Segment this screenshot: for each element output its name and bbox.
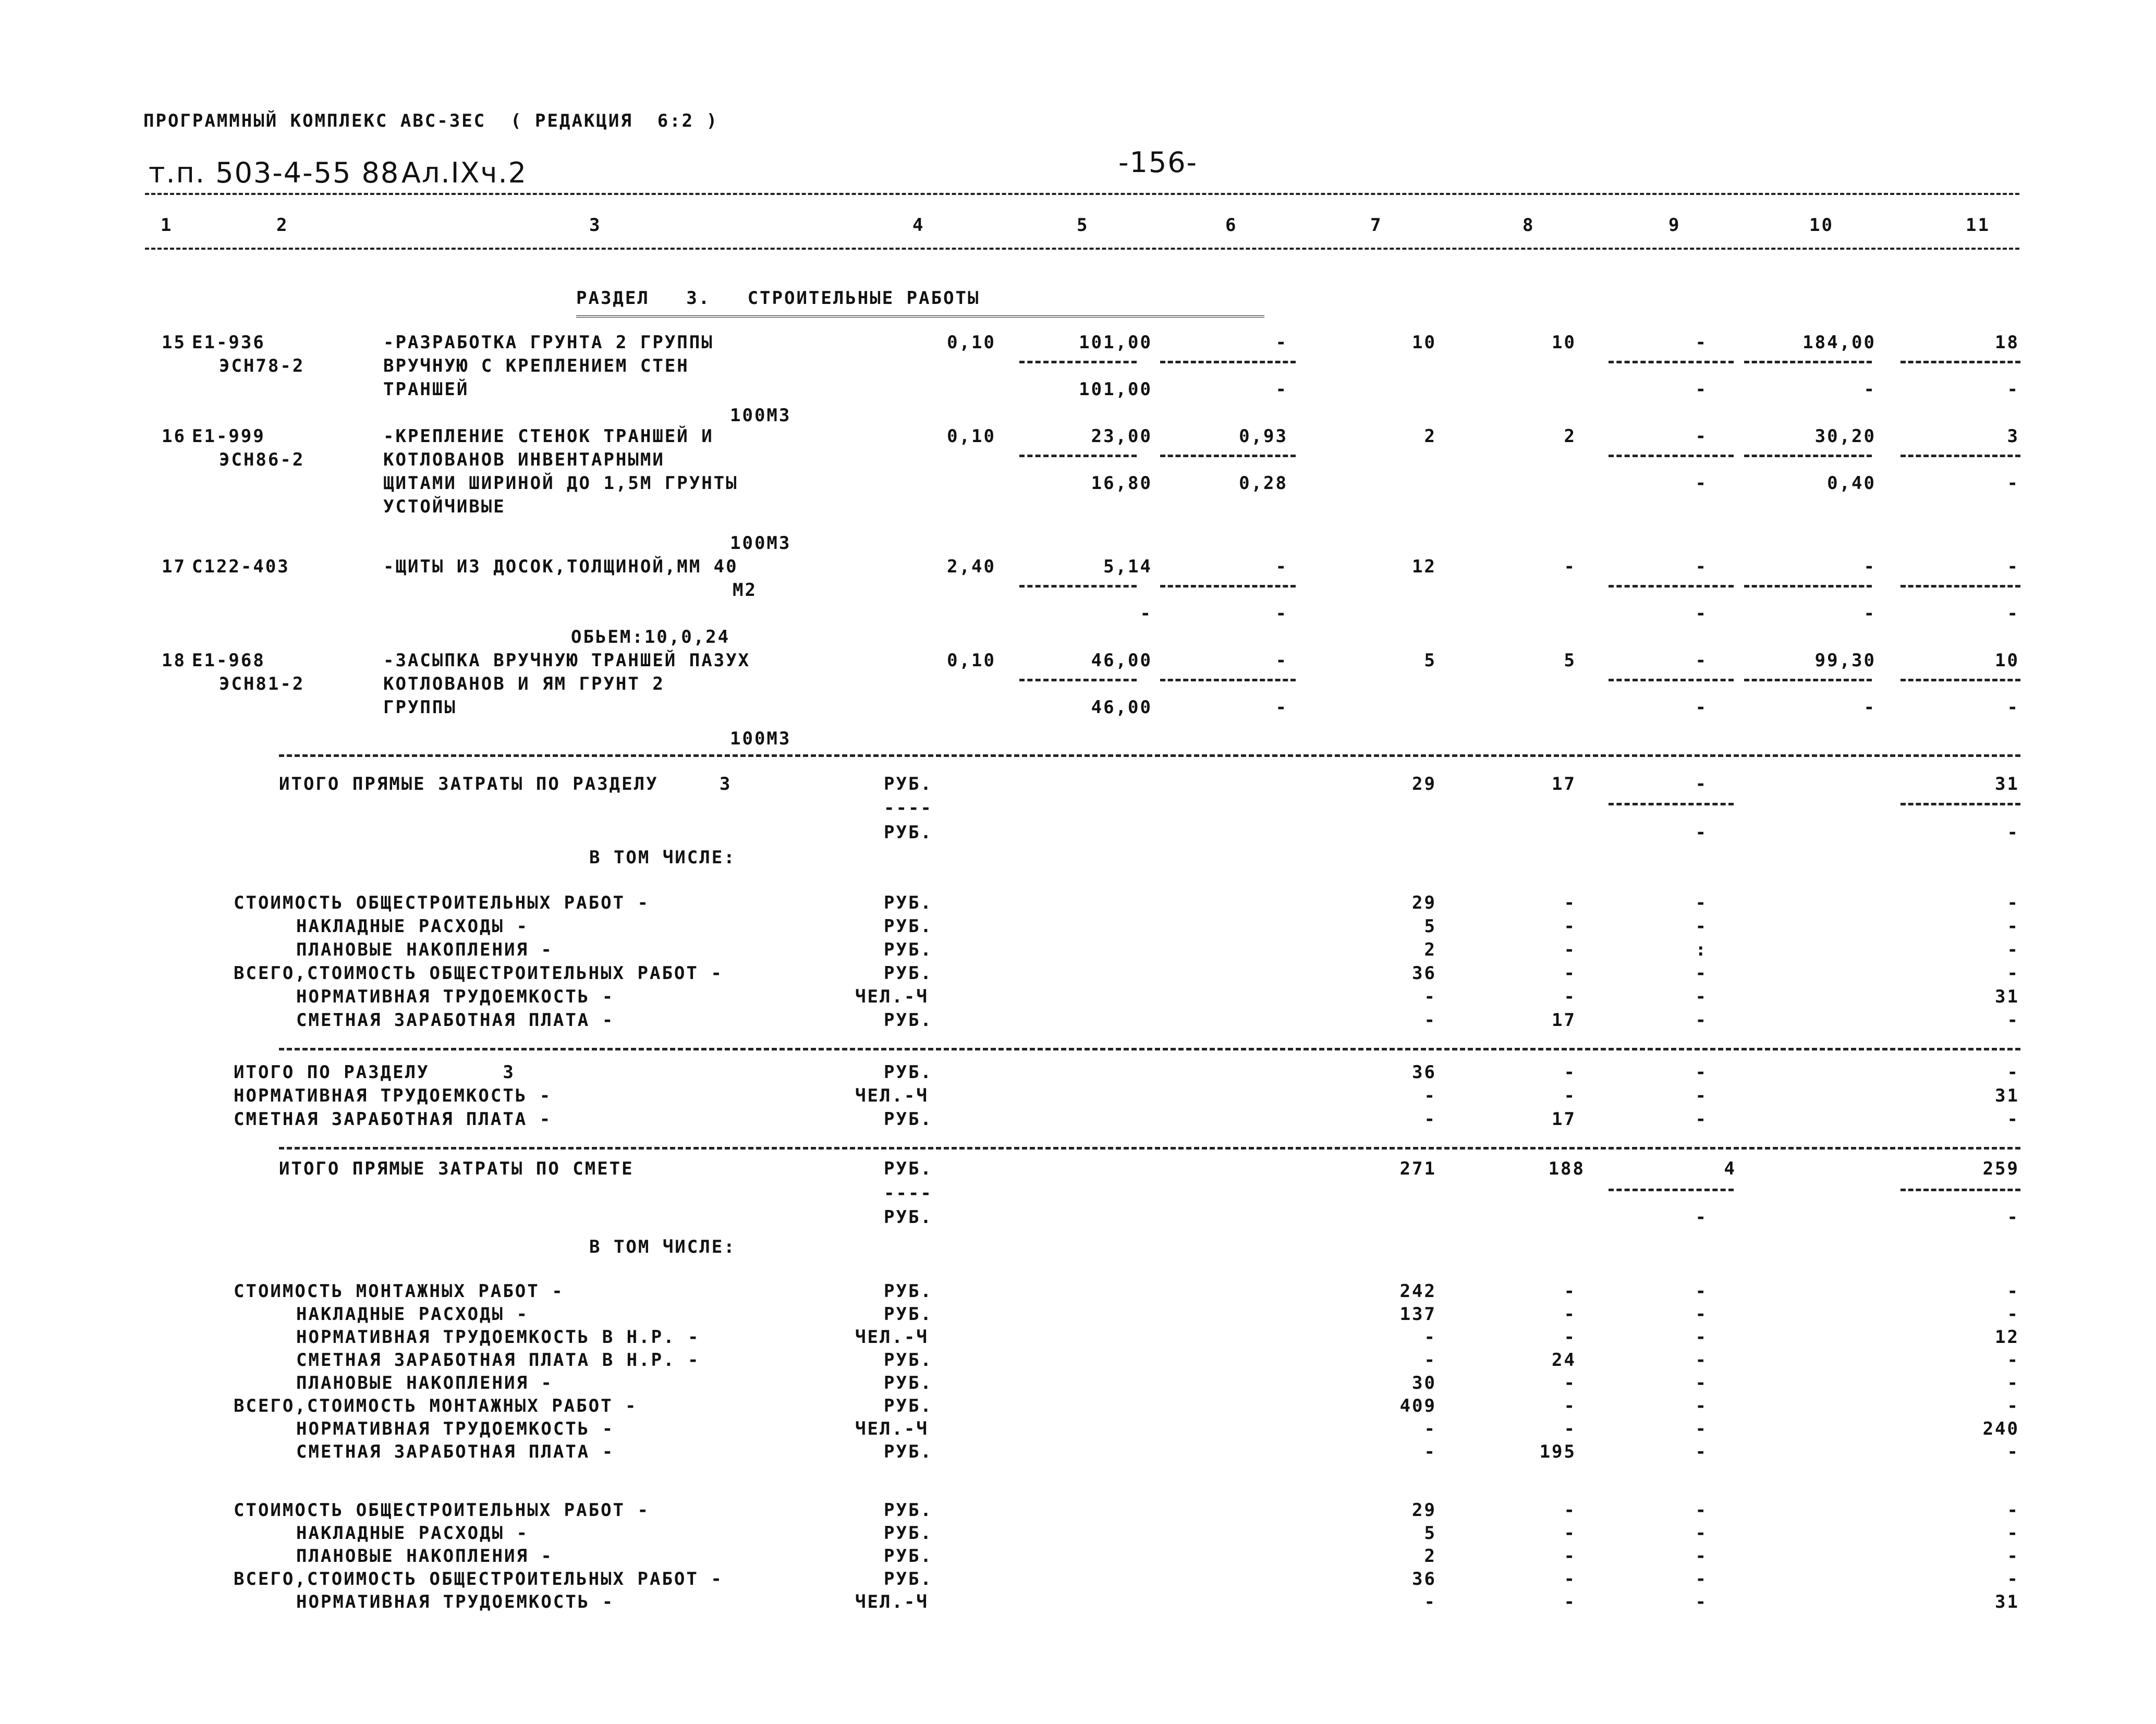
general-breakdown-row-c11: 31 [1995,1592,2019,1612]
item-18-desc-line: -ЗАСЫПКА ВРУЧНУЮ ТРАНШЕЙ ПАЗУХ [383,650,751,671]
general-breakdown-row-c11: - [2007,1569,2019,1589]
section-total-c11b: - [2007,822,2019,843]
item-18-c11b: - [2007,697,2019,718]
item-16-c5b: 16,80 [1091,473,1152,494]
general-breakdown-row-c8: - [1564,1523,1576,1544]
section-breakdown-row-label: ПЛАНОВЫЕ НАКОПЛЕНИЯ - [296,939,553,960]
section-breakdown-row-c8: - [1564,916,1576,937]
item-15-c10: 184,00 [1802,332,1876,353]
mounting-breakdown-row-c9: - [1695,1304,1708,1325]
mounting-breakdown-row-label: СТОИМОСТЬ МОНТАЖНЫХ РАБОТ - [234,1281,564,1302]
item-17-c6: - [1275,556,1288,577]
colnum-6: 6 [1225,215,1238,236]
estimate-total-c8: 188 [1548,1158,1585,1179]
item-15-c6-rule [1160,361,1296,363]
mounting-breakdown-row-c8: - [1564,1304,1576,1325]
item-17-c5b: - [1140,603,1152,624]
program-line: ПРОГРАММНЫЙ КОМПЛЕКС АВС-3ЕС ( РЕДАКЦИЯ 6:2 ) [143,111,719,131]
item-18-c6: - [1275,650,1288,671]
mounting-breakdown-row-unit: РУБ. [884,1281,933,1302]
item-15-c11-rule [1901,361,2020,363]
item-18-c9-rule [1609,679,1734,681]
section-breakdown-row-label: НАКЛАДНЫЕ РАСХОДЫ - [296,916,529,937]
mounting-breakdown-row-label: НАКЛАДНЫЕ РАСХОДЫ - [296,1304,529,1325]
item-17-c9: - [1695,556,1708,577]
section-summary-row-c9: - [1695,1085,1708,1106]
item-16-desc-line: -КРЕПЛЕНИЕ СТЕНОК ТРАНШЕЙ И [383,426,714,447]
section-breakdown-row-c9: : [1695,939,1708,960]
section-total-c11-rule [1901,803,2020,805]
estimate-total-c11b: - [2007,1207,2019,1228]
general-breakdown-row-c9: - [1695,1500,1708,1521]
item-15-c10-rule [1744,361,1872,363]
item-17-c5-rule [1019,585,1137,588]
mounting-breakdown-row-c9: - [1695,1350,1708,1371]
mounting-breakdown-row-c8: 195 [1539,1441,1576,1462]
item-16-c8: 2 [1564,426,1576,447]
section-breakdown-row-c7: 36 [1412,963,1436,984]
mounting-breakdown-row-c11: 240 [1982,1419,2019,1439]
estimate-total-c7: 271 [1399,1158,1436,1179]
colnum-2: 2 [276,215,289,236]
item-16-c10: 30,20 [1814,426,1876,447]
mounting-breakdown-row-c11: - [2007,1373,2019,1393]
general-breakdown-row-c8: - [1564,1546,1576,1567]
item-17-c11: - [2007,556,2019,577]
mounting-breakdown-row-c9: - [1695,1373,1708,1393]
item-17-number: 17 [162,556,186,577]
section-breakdown-row-c8: - [1564,963,1576,984]
mounting-breakdown-row-c7: - [1424,1350,1436,1371]
section-breakdown-row-c8: - [1564,986,1576,1007]
section-breakdown-row-c11: - [2007,1010,2019,1031]
general-breakdown-row-c7: 2 [1424,1546,1436,1567]
page-number: -156- [1118,146,1198,179]
section-total-c7: 29 [1412,774,1436,794]
general-breakdown-row-label: НОРМАТИВНАЯ ТРУДОЕМКОСТЬ - [296,1592,615,1612]
item-18-c11: 10 [1995,650,2019,671]
section-summary-row-c11: 31 [1995,1085,2019,1106]
general-breakdown-row-c7: 36 [1412,1569,1436,1589]
mounting-breakdown-row-c8: - [1564,1327,1576,1348]
item-16-c10b: 0,40 [1827,473,1876,494]
mounting-breakdown-row-c7: - [1424,1327,1436,1348]
item-15-c6b: - [1275,379,1288,400]
estimate-total-label: ИТОГО ПРЯМЫЕ ЗАТРАТЫ ПО СМЕТЕ [279,1158,634,1179]
mounting-breakdown-row-c7: 242 [1399,1281,1436,1302]
item-18-desc-line: КОТЛОВАНОВ И ЯМ ГРУНТ 2 [383,674,665,694]
mounting-breakdown-row-c7: - [1424,1441,1436,1462]
item-15-desc-line: ВРУЧНУЮ С КРЕПЛЕНИЕМ СТЕН [383,356,689,376]
item-18-code: Е1-968 [192,650,265,671]
section-summary-row-unit: РУБ. [884,1109,933,1130]
general-breakdown-row-c7: 5 [1424,1523,1436,1544]
section-breakdown-row-c9: - [1695,916,1708,937]
section-breakdown-row-c9: - [1695,1010,1708,1031]
item-15-c6: - [1275,332,1288,353]
general-breakdown-row-c7: - [1424,1592,1436,1612]
section-breakdown-row-c7: 2 [1424,939,1436,960]
section-total-c9-rule [1609,803,1734,805]
mounting-breakdown-row-c8: - [1564,1396,1576,1416]
estimate-total-c9b: - [1695,1207,1708,1228]
item-16-code2: ЭСН86-2 [219,449,305,470]
item-15-c5b: 101,00 [1079,379,1152,400]
section-summary-row-c8: - [1564,1085,1576,1106]
general-breakdown-row-c11: - [2007,1546,2019,1567]
section-breakdown-row-unit: ЧЕЛ.-Ч [855,986,929,1007]
section-breakdown-row-c11: - [2007,939,2019,960]
general-breakdown-row-label: ВСЕГО,СТОИМОСТЬ ОБЩЕСТРОИТЕЛЬНЫХ РАБОТ - [234,1569,723,1589]
section-summary-row-c11: - [2007,1109,2019,1130]
section-breakdown-row-c7: - [1424,1010,1436,1031]
mounting-breakdown-row-c11: - [2007,1396,2019,1416]
section-breakdown-row-unit: РУБ. [884,892,933,913]
item-18-c5b: 46,00 [1091,697,1152,718]
mounting-breakdown-row-c8: - [1564,1419,1576,1439]
mounting-breakdown-row-c7: - [1424,1419,1436,1439]
general-breakdown-row-c11: - [2007,1523,2019,1544]
item-15-c10b: - [1863,379,1876,400]
item-17-unit: М2 [733,580,757,601]
mounting-breakdown-row-label: ВСЕГО,СТОИМОСТЬ МОНТАЖНЫХ РАБОТ - [234,1396,638,1416]
album-ref: Ал.IXч.2 [401,156,527,189]
section-breakdown-row-c9: - [1695,986,1708,1007]
colnum-11: 11 [1966,215,1990,236]
section-summary-row-label: ИТОГО ПО РАЗДЕЛУ 3 [234,1062,515,1083]
item-15-c11: 18 [1995,332,2019,353]
section-breakdown-row-label: СТОИМОСТЬ ОБЩЕСТРОИТЕЛЬНЫХ РАБОТ - [234,892,650,913]
mounting-breakdown-row-c9: - [1695,1327,1708,1348]
mounting-breakdown-row-c9: - [1695,1281,1708,1302]
section-summary-row-c7: - [1424,1085,1436,1106]
section-total-c11: 31 [1995,774,2019,794]
mounting-breakdown-row-unit: РУБ. [884,1441,933,1462]
item-18-c7: 5 [1424,650,1436,671]
section-breakdown-row-label: СМЕТНАЯ ЗАРАБОТНАЯ ПЛАТА - [296,1010,615,1031]
item-18-c6-rule [1160,679,1296,681]
item-16-c9: - [1695,426,1708,447]
general-breakdown-row-unit: РУБ. [884,1569,933,1589]
general-breakdown-row-unit: РУБ. [884,1523,933,1544]
item-17-c10-rule [1744,585,1872,588]
general-breakdown-row-label: СТОИМОСТЬ ОБЩЕСТРОИТЕЛЬНЫХ РАБОТ - [234,1500,650,1521]
section-summary-row-c8: - [1564,1062,1576,1083]
item-15-unit: 100М3 [730,405,791,426]
mounting-breakdown-row-c8: 24 [1552,1350,1576,1371]
item-16-c6b: 0,28 [1239,473,1288,494]
item-16-desc-line: УСТОЙЧИВЫЕ [383,496,506,517]
general-breakdown-row-unit: ЧЕЛ.-Ч [855,1592,929,1612]
mounting-breakdown-row-unit: ЧЕЛ.-Ч [855,1327,929,1348]
general-breakdown-row-unit: РУБ. [884,1500,933,1521]
general-breakdown-row-unit: РУБ. [884,1546,933,1567]
general-breakdown-row-c11: - [2007,1500,2019,1521]
item-17-qty: 2,40 [947,556,996,577]
mounting-breakdown-row-c11: - [2007,1281,2019,1302]
section-summary-row-label: СМЕТНАЯ ЗАРАБОТНАЯ ПЛАТА - [234,1109,552,1130]
section-breakdown-row-c8: 17 [1552,1010,1576,1031]
item-15-c9-rule [1609,361,1734,363]
colnum-5: 5 [1077,215,1089,236]
item-15-c7: 10 [1412,332,1436,353]
section-summary-row-c9: - [1695,1062,1708,1083]
item-18-qty: 0,10 [947,650,996,671]
section-breakdown-row-c7: 5 [1424,916,1436,937]
estimate-total-unit-sep: ---- [884,1183,933,1204]
item-16-number: 16 [162,426,186,447]
mounting-breakdown-row-c11: - [2007,1304,2019,1325]
general-breakdown-row-label: НАКЛАДНЫЕ РАСХОДЫ - [296,1523,529,1544]
mounting-breakdown-row-unit: ЧЕЛ.-Ч [855,1419,929,1439]
section-breakdown-row-c8: - [1564,892,1576,913]
item-16-c5-rule [1019,455,1137,457]
general-breakdown-row-c9: - [1695,1592,1708,1612]
item-17-c6-rule [1160,585,1296,588]
item-18-c5-rule [1019,679,1137,681]
item-17-c7: 12 [1412,556,1436,577]
item-17-desc-line: -ЩИТЫ ИЗ ДОСОК,ТОЛЩИНОЙ,ММ 40 [383,556,738,577]
section-breakdown-row-c11: - [2007,892,2019,913]
section-breakdown-row-label: НОРМАТИВНАЯ ТРУДОЕМКОСТЬ - [296,986,615,1007]
estimate-total-unit: РУБ. [884,1158,933,1179]
item-18-c8: 5 [1564,650,1576,671]
item-16-c6-rule [1160,455,1296,457]
mounting-breakdown-row-c8: - [1564,1373,1576,1393]
item-18-code2: ЭСН81-2 [219,674,305,694]
mounting-breakdown-row-label: НОРМАТИВНАЯ ТРУДОЕМКОСТЬ - [296,1419,615,1439]
item-17-c8: - [1564,556,1576,577]
section-summary-row-c11: - [2007,1062,2019,1083]
item-17-c11b: - [2007,603,2019,624]
item-18-desc-line: ГРУППЫ [383,697,457,718]
section-breakdown-row-c8: - [1564,939,1576,960]
estimate-total-c11-rule [1901,1189,2020,1191]
mounting-breakdown-row-c9: - [1695,1396,1708,1416]
section-breakdown-row-c11: - [2007,963,2019,984]
item-15-c9: - [1695,332,1708,353]
item-16-code: Е1-999 [192,426,265,447]
estimate-total-c9: 4 [1724,1158,1736,1179]
item-16-qty: 0,10 [947,426,996,447]
section-breakdown-row-c11: 31 [1995,986,2019,1007]
section-breakdown-row-unit: РУБ. [884,963,933,984]
mounting-breakdown-row-c7: 409 [1399,1396,1436,1416]
item-18-c11-rule [1901,679,2020,681]
section-total-unit-sep: ---- [884,798,933,818]
section-breakdown-row-c9: - [1695,892,1708,913]
section-breakdown-row-label: ВСЕГО,СТОИМОСТЬ ОБЩЕСТРОИТЕЛЬНЫХ РАБОТ - [234,963,723,984]
mounting-breakdown-row-unit: РУБ. [884,1350,933,1371]
mounting-breakdown-row-c11: 12 [1995,1327,2019,1348]
section-summary-row-c9: - [1695,1109,1708,1130]
section-total-unit: РУБ. [884,774,933,794]
colnum-10: 10 [1809,215,1834,236]
mounting-breakdown-row-label: СМЕТНАЯ ЗАРАБОТНАЯ ПЛАТА - [296,1441,615,1462]
section-summary-row-c7: 36 [1412,1062,1436,1083]
estimate-total-c11: 259 [1982,1158,2019,1179]
section-breakdown-row-unit: РУБ. [884,1010,933,1031]
section-breakdown-row-c11: - [2007,916,2019,937]
section-title: РАЗДЕЛ 3. СТРОИТЕЛЬНЫЕ РАБОТЫ [576,288,980,309]
item-17-c9-rule [1609,585,1734,588]
item-15-c5: 101,00 [1079,332,1152,353]
section-summary-rule [279,1048,2020,1050]
doc-ref: т.п. 503-4-55 88 [149,156,400,189]
item-15-c9b: - [1695,379,1708,400]
mounting-breakdown-row-c9: - [1695,1441,1708,1462]
item-16-c5: 23,00 [1091,426,1152,447]
header-rule-top [145,193,2019,195]
mounting-breakdown-row-unit: РУБ. [884,1304,933,1325]
estimate-total-incl: В ТОМ ЧИСЛЕ: [589,1237,736,1257]
mounting-breakdown-row-c11: - [2007,1441,2019,1462]
mounting-breakdown-row-label: ПЛАНОВЫЕ НАКОПЛЕНИЯ - [296,1373,553,1393]
colnum-9: 9 [1668,215,1681,236]
item-17-c9b: - [1695,603,1708,624]
section-total-incl: В ТОМ ЧИСЛЕ: [589,847,736,868]
item-15-number: 15 [162,332,186,353]
section-title-underline [576,315,1264,317]
item-16-desc-line: КОТЛОВАНОВ ИНВЕНТАРНЫМИ [383,449,665,470]
item-17-c11-rule [1901,585,2020,588]
item-16-c6: 0,93 [1239,426,1288,447]
general-breakdown-row-c9: - [1695,1546,1708,1567]
section-breakdown-row-c7: 29 [1412,892,1436,913]
item-17-c6b: - [1275,603,1288,624]
colnum-3: 3 [589,215,602,236]
item-16-c11b: - [2007,473,2019,494]
item-15-c11b: - [2007,379,2019,400]
item-18-number: 18 [162,650,186,671]
section-total-c8: 17 [1552,774,1576,794]
section-summary-row-unit: РУБ. [884,1062,933,1083]
mounting-breakdown-row-c8: - [1564,1281,1576,1302]
item-15-c5-rule [1019,361,1137,363]
item-16-desc-line: ЩИТАМИ ШИРИНОЙ ДО 1,5М ГРУНТЫ [383,473,738,494]
section-summary-row-unit: ЧЕЛ.-Ч [855,1085,929,1106]
header-rule-bottom [145,248,2019,250]
section-total-rule [279,754,2020,757]
section-summary-row-label: НОРМАТИВНАЯ ТРУДОЕМКОСТЬ - [234,1085,552,1106]
estimate-total-unit2: РУБ. [884,1207,933,1228]
section-summary-row-c8: 17 [1552,1109,1576,1130]
mounting-breakdown-row-unit: РУБ. [884,1396,933,1416]
general-breakdown-row-c8: - [1564,1500,1576,1521]
item-16-c9-rule [1609,455,1734,457]
item-16-c10-rule [1744,455,1872,457]
item-15-qty: 0,10 [947,332,996,353]
item-18-c9b: - [1695,697,1708,718]
item-18-c10b: - [1863,697,1876,718]
colnum-7: 7 [1370,215,1383,236]
section-total-c9: - [1695,774,1708,794]
item-17-c10b: - [1863,603,1876,624]
mounting-breakdown-row-label: НОРМАТИВНАЯ ТРУДОЕМКОСТЬ В Н.Р. - [296,1327,700,1348]
item-16-c7: 2 [1424,426,1436,447]
section-breakdown-row-unit: РУБ. [884,916,933,937]
colnum-4: 4 [912,215,925,236]
general-breakdown-row-c7: 29 [1412,1500,1436,1521]
section-summary-row-c7: - [1424,1109,1436,1130]
general-breakdown-row-c9: - [1695,1569,1708,1589]
section-total-c9b: - [1695,822,1708,843]
general-breakdown-row-c8: - [1564,1592,1576,1612]
item-15-code2: ЭСН78-2 [219,356,305,376]
general-breakdown-row-c8: - [1564,1569,1576,1589]
item-18-c6b: - [1275,697,1288,718]
mounting-breakdown-row-label: СМЕТНАЯ ЗАРАБОТНАЯ ПЛАТА В Н.Р. - [296,1350,700,1371]
item-17-volume-note: ОБЬЕМ:10,0,24 [571,627,730,647]
section-total-label: ИТОГО ПРЯМЫЕ ЗАТРАТЫ ПО РАЗДЕЛУ 3 [279,774,732,794]
item-17-c10: - [1863,556,1876,577]
item-18-c10-rule [1744,679,1872,681]
item-17-code: С122-403 [192,556,290,577]
item-15-code: Е1-936 [192,332,265,353]
item-15-desc-line: ТРАНШЕЙ [383,379,469,400]
general-breakdown-row-c9: - [1695,1523,1708,1544]
section-breakdown-row-unit: РУБ. [884,939,933,960]
item-16-c11: 3 [2007,426,2019,447]
item-15-desc-line: -РАЗРАБОТКА ГРУНТА 2 ГРУППЫ [383,332,714,353]
section-total-unit2: РУБ. [884,822,933,843]
colnum-8: 8 [1522,215,1535,236]
item-16-c11-rule [1901,455,2020,457]
item-17-c5: 5,14 [1103,556,1152,577]
estimate-total-c9-rule [1609,1189,1734,1191]
item-18-unit: 100М3 [730,728,791,749]
mounting-breakdown-row-c11: - [2007,1350,2019,1371]
colnum-1: 1 [161,215,173,236]
mounting-breakdown-row-c7: 137 [1399,1304,1436,1325]
general-breakdown-row-label: ПЛАНОВЫЕ НАКОПЛЕНИЯ - [296,1546,553,1567]
item-18-c10: 99,30 [1814,650,1876,671]
item-16-c9b: - [1695,473,1708,494]
mounting-breakdown-row-c7: 30 [1412,1373,1436,1393]
item-15-c8: 10 [1552,332,1576,353]
mounting-breakdown-row-c9: - [1695,1419,1708,1439]
item-16-unit: 100М3 [730,533,791,554]
item-18-c5: 46,00 [1091,650,1152,671]
section-breakdown-row-c9: - [1695,963,1708,984]
section-breakdown-row-c7: - [1424,986,1436,1007]
item-18-c9: - [1695,650,1708,671]
estimate-total-rule [279,1147,2020,1150]
mounting-breakdown-row-unit: РУБ. [884,1373,933,1393]
